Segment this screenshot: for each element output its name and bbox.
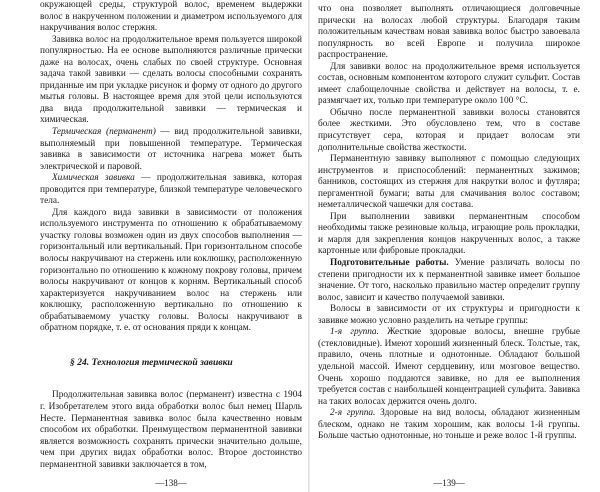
left-paragraph-6: Продолжительная завивка волос (перманент) известна с 1904 г. Изобретателем этого вида обработки волос был немец Шарль Несте. Перманентная завивка волос была качественно новым способом их обработки. Преимуществом перманентной завивки является возможность сохранять прически значительно дольше, чем при других видах обработки волос. Второе достоинство перманентной завивки заключается в том,	[40, 390, 302, 470]
right-paragraph-6-text: Умение различать волосы по степени пригодности их к перманентной завивке имеет большое значение. От того, насколько правильно мастер определит группу волос, зависит и качество получаемой завивки.	[318, 258, 580, 303]
left-page-text	[40, 0, 302, 471]
right-paragraph-7: Волосы в зависимости от их структуры и пригодности к завивке можно условно разделить на четыре группы:	[318, 304, 580, 326]
right-paragraph-8-text: Жесткие здоровые волосы, внешне грубые (стекловидные). Имеют хороший жизненный блеск. Толстые, так, правило, очень плотные и однотонные. Обладают большой удельной массой. Имеют сердцевину, или мозговое вещество. Очень хорошо поддаются завивке, но для ее выполнения требуется состав с наибольшей концентрацией сульфита. Завивка на таких волосах держится очень долго.	[318, 327, 580, 407]
right-paragraph-1: что она позволяет выполнять отличающиеся долговечные прически на волосах любой структуры. Благодаря таким положительным качествам новая завивка волос быстро завоевала популярность во всей Европе и получила широкое распространение.	[318, 4, 580, 61]
right-paragraph-4: Перманентную завивку выполняют с помощью следующих инструментов и приспособлений: перманентных зажимов; банников, состоящих из стержня для накрутки волос и футляра; пергаментной бумаги; ваты для смачивания волос составом; неметаллической чашечки для состава.	[318, 154, 580, 211]
right-page-text	[318, 0, 580, 443]
right-paragraph-9-text: Здоровые на вид волосы, обладают жизненным блеском, однако не таким хорошим, как волосы 1-й группы. Больше частью однотонные, но тоньше и реже волос 1-й группы.	[318, 408, 580, 442]
page-number-left: —138—	[155, 478, 187, 489]
term-group-2: 2-я группа.	[330, 408, 376, 419]
right-paragraph-3: Обычно после перманентной завивки волосы становятся более жесткими. Это обусловлено тем, что в составе присутствует сера, которая и придает волосам эти дополнительные свойства жесткости.	[318, 107, 580, 153]
term-chemical: Химическая завивка	[52, 173, 135, 184]
left-paragraph-4	[40, 173, 302, 208]
left-page	[40, 0, 302, 492]
left-paragraph-4-text: — продолжительная завивка, которая проводится при температуре, близкой температуре человеческого тела.	[40, 173, 302, 207]
right-paragraph-5: При выполнении завивки перманентным способом необходимы также резиновые кольца, играющие роль прокладки, и марля для закрепления концов накрученных волос, а также картонные или фибровые прокладки.	[318, 211, 580, 257]
section-heading: § 24. Технология термической завивки	[70, 356, 233, 368]
right-page	[318, 0, 580, 492]
right-paragraph-8	[318, 327, 580, 408]
left-paragraph-3-text: — вид продолжительной завивки, выполняемый при повышенной температуре. Термическая завивка в зависимости от источника нагрева может быть электрической и паровой.	[40, 127, 302, 172]
right-paragraph-6	[318, 258, 580, 304]
term-thermal: Термическая (перманент)	[52, 127, 156, 138]
subheading-preparatory-work: Подготовительные работы.	[330, 258, 449, 269]
right-paragraph-9	[318, 408, 580, 443]
term-group-1: 1-я группа.	[330, 327, 379, 338]
left-paragraph-1: окружающей среды, структурой волос, временем выдержки волос в накрученном положении и диаметром используемого для накручивания волос стержня.	[40, 0, 302, 34]
left-paragraph-5: Для каждого вида завивки в зависимости от положения используемого инструмента по отношению к обрабатываемому участку головы возможен один из двух способов выполнения — горизонтальный или вертикальный. При горизонтальном способе волосы накручивают на стержень или коклюшку, расположенную горизонтально по отношению к кожному покрову головы, причем волосы накручивают от концов к корням. Вертикальный способ характеризуется накручиванием волос на стержень или коклюшку, расположенную вертикально по отношению к обрабатываемому участку головы. Волосы накручивают в обратном порядке, т. е. от основания пряди к концам.	[40, 207, 302, 334]
left-paragraph-3	[40, 127, 302, 173]
book-gutter	[308, 0, 310, 492]
left-paragraph-2: Завивка волос на продолжительное время пользуется широкой популярностью. На ее основе выполняются различные прически даже на волосах, очень слабых по своей структуре. Основная задача такой завивки — сделать волосы способными сохранять приданные им при укладке рисунок и форму от одного до другого мытья головы. В настоящее время для этой цели используются два вида продолжительной завивки — термическая и химическая.	[40, 34, 302, 126]
right-paragraph-2: Для завивки волос на продолжительное время используется состав, основным компонентом которого служит сульфит. Состав имеет слабощелочные свойства и действует на волосы, т. е. размягчает их, только при температуре около 100 °С.	[318, 61, 580, 107]
page-number-right: —139—	[433, 478, 465, 489]
